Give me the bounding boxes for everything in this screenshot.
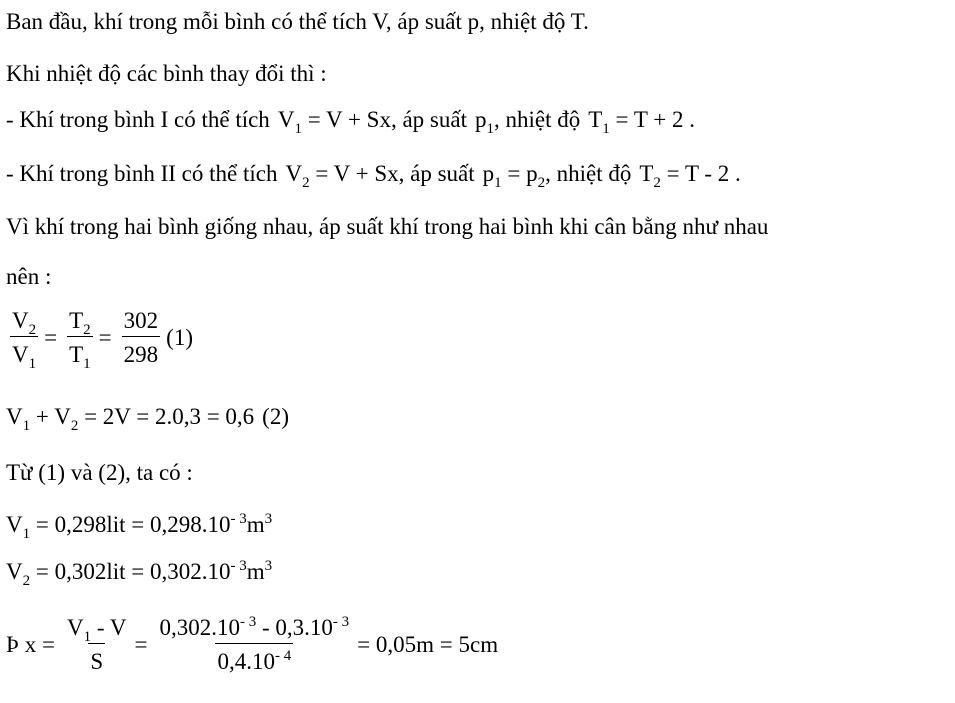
fraction-numeric: $\frac{0,302.10^{- 3} - 0,3.10^{- 3}}{0,4.10^{- 4}}$: [159, 614, 350, 674]
equals-sign: =: [44, 324, 58, 350]
final-result: = 0,05m = 5cm: [357, 631, 499, 657]
intro-line-1: Ban đầu, khí trong mỗi bình có thể tích V, áp suất p, nhiệt độ T.: [6, 9, 589, 34]
fraction-v2-over-v1: $\frac{V_2}{V_1}$: [12, 308, 37, 372]
result-v2: $V_2 = 0,302lit = 0,302.10^{- 3}m^3$: [6, 558, 273, 589]
equation-2: $V_1 + V_2 = 2V = 2.0,3 = 0,6$ (2): [6, 404, 289, 434]
fraction-dv-over-s: $\frac{V_1 - V}{S}$: [67, 615, 127, 674]
reason-line-2: nên :: [6, 264, 52, 289]
equals-sign: =: [98, 324, 112, 350]
equation-1: [6, 308, 199, 372]
vessel-1-line: - Khí trong bình I có thể tích $V_1 = V + Sx$, áp suất $p_1$, nhiệt độ $T_1 = T + 2$ .: [6, 107, 695, 137]
equation-label-2: (2): [262, 404, 289, 429]
final-equation: Þ x = $\frac{V_1 - V}{S}$ = $\frac{0,302.10^{- 3} - 0,3.10^{- 3}}{0,4.10^{- 4}}$ = 0,05m = 5cm: [6, 614, 499, 674]
result-v1: $V_1 = 0,298lit = 0,298.10^{- 3}m^3$: [6, 511, 273, 542]
vessel-2-line: - Khí trong bình II có thể tích $V_2 = V + Sx$, áp suất $p_1 = p_2$, nhiệt độ $T_2 = T - 2$ .: [6, 161, 741, 191]
equation-label-1: (1): [166, 324, 193, 350]
fraction-302-over-298: $\frac{302}{298}$: [123, 308, 159, 367]
from-line: Từ (1) và (2), ta có :: [6, 460, 193, 485]
intro-line-2: Khi nhiệt độ các bình thay đổi thì :: [6, 61, 327, 86]
reason-line-1: Vì khí trong hai bình giống nhau, áp suất khí trong hai bình khi cân bằng như nhau: [6, 214, 769, 239]
fraction-t2-over-t1: $\frac{T_2}{T_1}$: [69, 308, 91, 372]
implies-symbol: Þ: [6, 631, 19, 657]
